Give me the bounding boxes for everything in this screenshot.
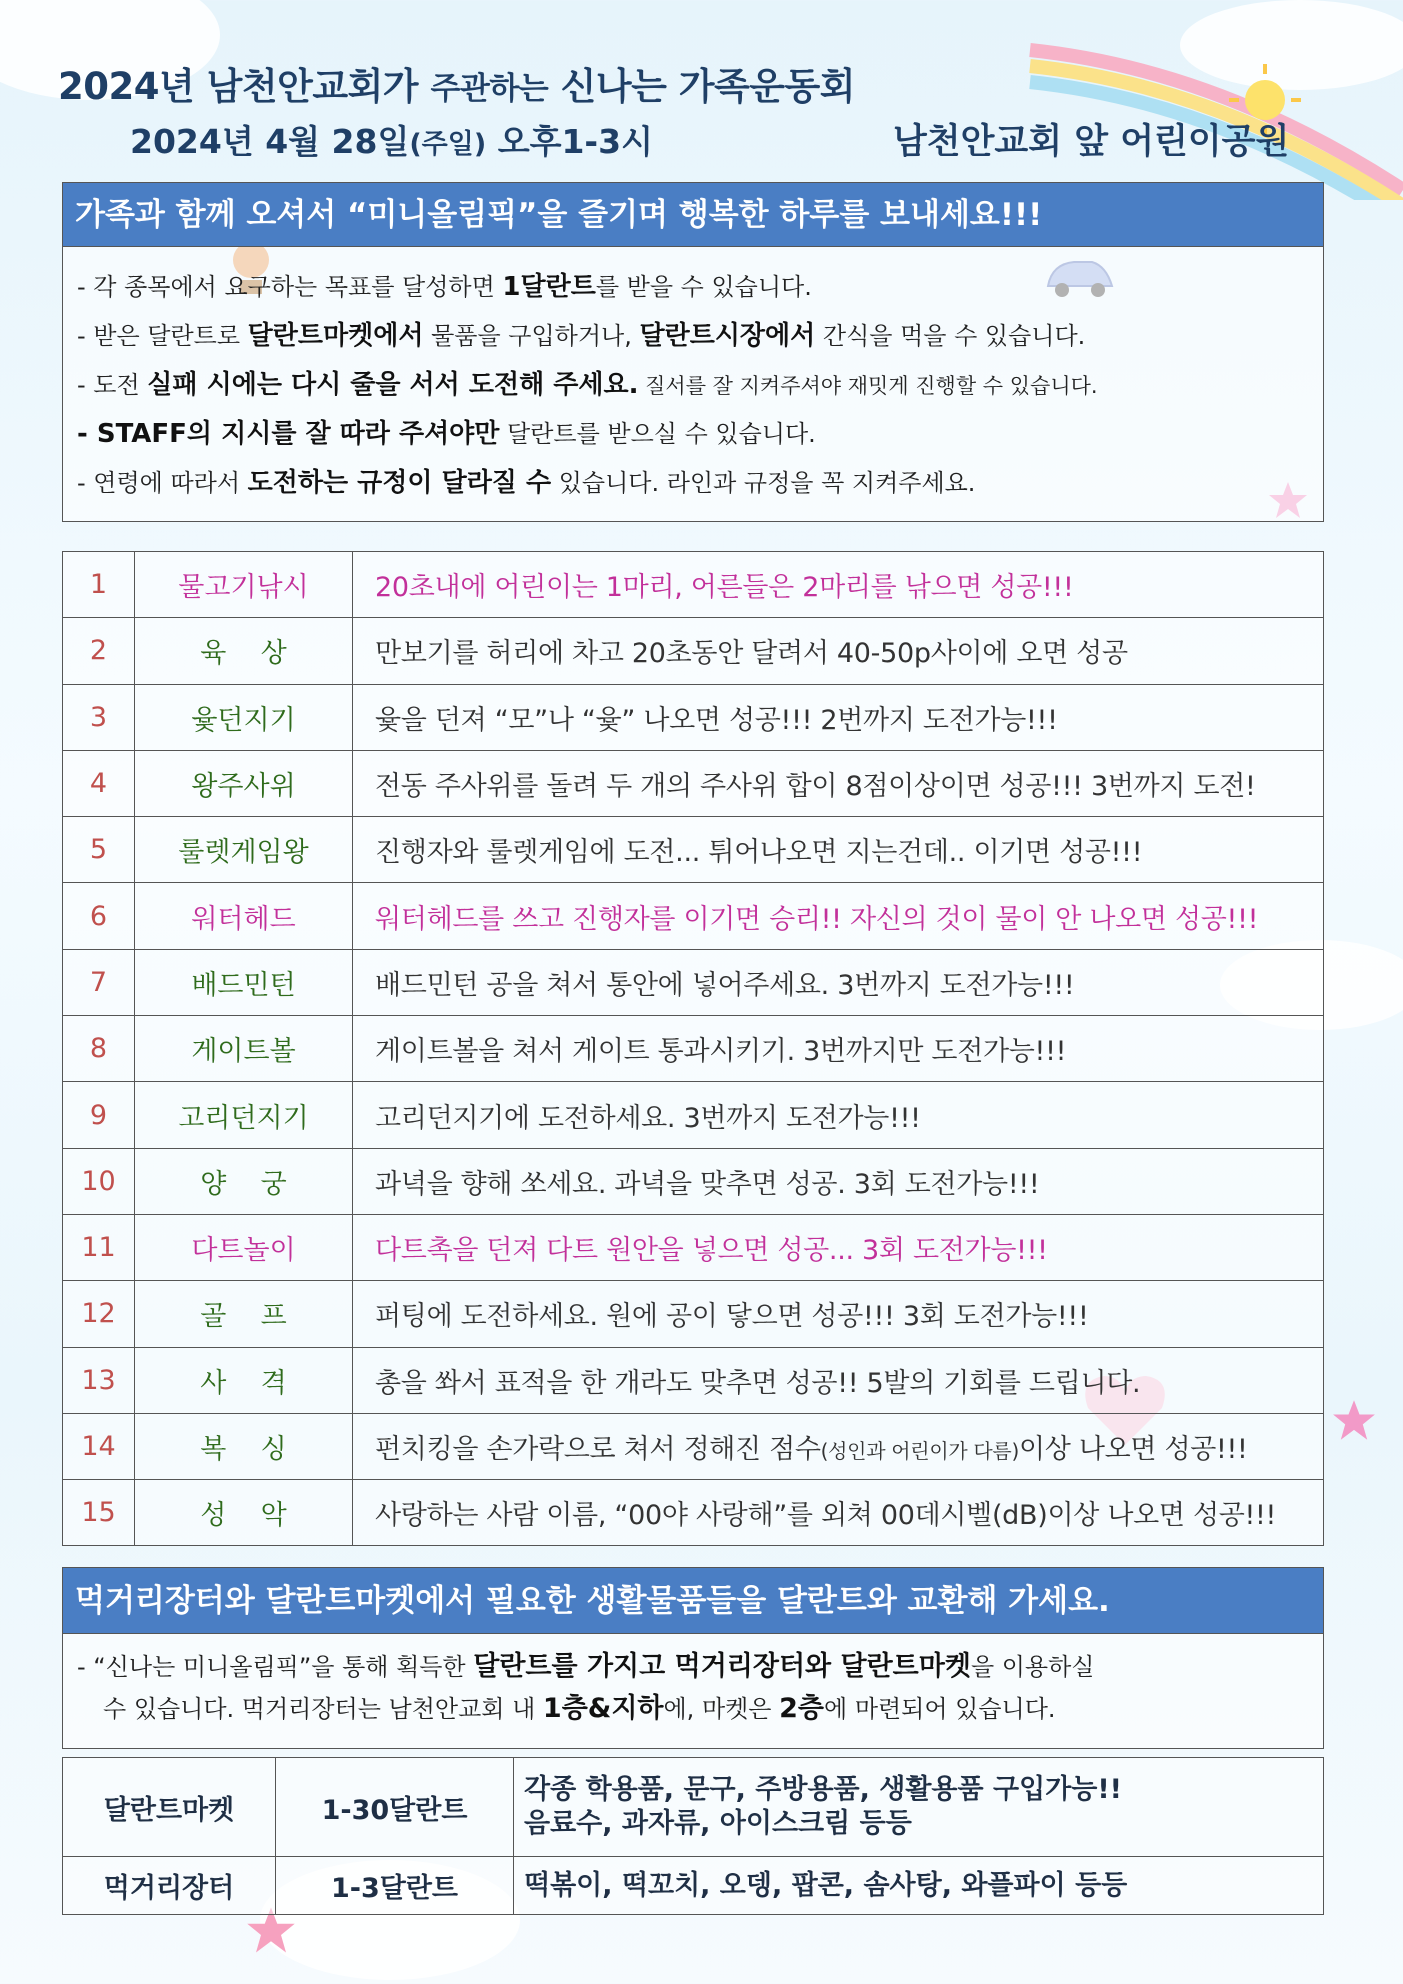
event-description: 과녁을 향해 쏘세요. 과녁을 맞추면 성공. 3회 도전가능!!! — [353, 1148, 1324, 1214]
page-title: 2024년 남천안교회가 주관하는 신나는 가족운동회 — [58, 65, 855, 108]
market-desc: 떡볶이, 떡꼬치, 오뎅, 팝콘, 솜사탕, 와플파이 등등 — [514, 1857, 1324, 1915]
event-name: 고리던지기 — [135, 1082, 353, 1148]
event-name: 워터헤드 — [135, 883, 353, 949]
table-row — [63, 1480, 1324, 1546]
event-name: 왕주사위 — [135, 750, 353, 816]
event-description: 진행자와 룰렛게임에 도전... 튀어나오면 지는건데.. 이기면 성공!!! — [353, 817, 1324, 883]
rule-item: - STAFF의 지시를 잘 따라 주셔야만 달란트를 받으실 수 있습니다. — [77, 419, 816, 449]
event-date: 2024년 4월 28일(주일) 오후1-3시 — [130, 122, 653, 161]
rule-item: - 받은 달란트로 달란트마켓에서 물품을 구입하거나, 달란트시장에서 간식을 먹을 수 있습니다. — [77, 321, 1086, 351]
table-row — [63, 1281, 1324, 1347]
table-row — [63, 1148, 1324, 1214]
intro-heading: 가족과 함께 오셔서 “미니올림픽”을 즐기며 행복한 하루를 보내세요!!! — [63, 183, 1323, 247]
table-row — [63, 1413, 1324, 1479]
market-notice: - “신나는 미니올림픽”을 통해 획득한 달란트를 가지고 먹거리장터와 달란트마켓을 이용하실 수 있습니다. 먹거리장터는 남천안교회 내 1층&지하에, 마켓은 2층에 마련되어 있습니다. — [77, 1651, 1095, 1724]
table-row — [63, 883, 1324, 949]
market-notice-box — [62, 1567, 1324, 1749]
table-row — [63, 1016, 1324, 1082]
event-description: 퍼팅에 도전하세요. 원에 공이 닿으면 성공!!! 3회 도전가능!!! — [353, 1281, 1324, 1347]
table-row — [63, 1347, 1324, 1413]
event-name: 물고기낚시 — [135, 552, 353, 618]
rule-item: - 도전 실패 시에는 다시 줄을 서서 도전해 주세요. 질서를 잘 지켜주셔야 재밋게 진행할 수 있습니다. — [77, 370, 1098, 400]
event-venue: 남천안교회 앞 어린이공원 — [893, 122, 1290, 162]
event-number: 13 — [63, 1347, 135, 1413]
intro-box — [62, 182, 1324, 522]
event-description: 고리던지기에 도전하세요. 3번까지 도전가능!!! — [353, 1082, 1324, 1148]
event-number: 9 — [63, 1082, 135, 1148]
table-row — [63, 618, 1324, 684]
event-number: 2 — [63, 618, 135, 684]
rule-item: - 연령에 따라서 도전하는 규정이 달라질 수 있습니다. 라인과 규정을 꼭 지켜주세요. — [77, 468, 976, 498]
event-name: 윷던지기 — [135, 684, 353, 750]
event-name: 성 악 — [135, 1480, 353, 1546]
event-name: 다트놀이 — [135, 1214, 353, 1280]
page-header — [58, 48, 1348, 168]
event-name: 복 싱 — [135, 1413, 353, 1479]
event-description: 사랑하는 사람 이름, “00야 사랑해”를 외쳐 00데시벨(dB)이상 나오면 성공!!! — [353, 1480, 1324, 1546]
table-row — [63, 1082, 1324, 1148]
event-description: 다트촉을 던져 다트 원안을 넣으면 성공... 3회 도전가능!!! — [353, 1214, 1324, 1280]
event-name: 육 상 — [135, 618, 353, 684]
market-heading: 먹거리장터와 달란트마켓에서 필요한 생활물품들을 달란트와 교환해 가세요. — [63, 1568, 1323, 1634]
table-row — [63, 949, 1324, 1015]
table-row — [63, 552, 1324, 618]
event-description: 워터헤드를 쓰고 진행자를 이기면 승리!! 자신의 것이 물이 안 나오면 성공!!! — [353, 883, 1324, 949]
event-number: 6 — [63, 883, 135, 949]
table-row — [63, 1214, 1324, 1280]
table-row — [63, 1758, 1324, 1857]
market-table — [62, 1757, 1324, 1915]
event-number: 4 — [63, 750, 135, 816]
event-name: 사 격 — [135, 1347, 353, 1413]
event-description: 전동 주사위를 돌려 두 개의 주사위 합이 8점이상이면 성공!!! 3번까지 도전! — [353, 750, 1324, 816]
event-number: 7 — [63, 949, 135, 1015]
event-name: 게이트볼 — [135, 1016, 353, 1082]
event-description: 총을 쏴서 표적을 한 개라도 맞추면 성공!! 5발의 기회를 드립니다. — [353, 1347, 1324, 1413]
table-row — [63, 1857, 1324, 1915]
market-price: 1-3달란트 — [276, 1857, 514, 1915]
event-description: 배드민턴 공을 쳐서 통안에 넣어주세요. 3번까지 도전가능!!! — [353, 949, 1324, 1015]
event-number: 5 — [63, 817, 135, 883]
event-number: 3 — [63, 684, 135, 750]
event-description: 20초내에 어린이는 1마리, 어른들은 2마리를 낚으면 성공!!! — [353, 552, 1324, 618]
event-description: 게이트볼을 쳐서 게이트 통과시키기. 3번까지만 도전가능!!! — [353, 1016, 1324, 1082]
market-price: 1-30달란트 — [276, 1758, 514, 1857]
event-description: 만보기를 허리에 차고 20초동안 달려서 40-50p사이에 오면 성공 — [353, 618, 1324, 684]
event-name: 골 프 — [135, 1281, 353, 1347]
event-number: 10 — [63, 1148, 135, 1214]
events-table — [62, 551, 1324, 1546]
event-description: 윷을 던져 “모”나 “윷” 나오면 성공!!! 2번까지 도전가능!!! — [353, 684, 1324, 750]
table-row — [63, 684, 1324, 750]
event-number: 12 — [63, 1281, 135, 1347]
market-name: 달란트마켓 — [63, 1758, 276, 1857]
table-row — [63, 750, 1324, 816]
event-number: 1 — [63, 552, 135, 618]
event-number: 14 — [63, 1413, 135, 1479]
event-name: 룰렛게임왕 — [135, 817, 353, 883]
market-desc: 각종 학용품, 문구, 주방용품, 생활용품 구입가능!! 음료수, 과자류, 아이스크림 등등 — [514, 1758, 1324, 1857]
event-number: 15 — [63, 1480, 135, 1546]
rule-item: - 각 종목에서 요구하는 목표를 달성하면 1달란트를 받을 수 있습니다. — [77, 272, 812, 302]
event-number: 11 — [63, 1214, 135, 1280]
event-name: 배드민턴 — [135, 949, 353, 1015]
star-icon — [1332, 1398, 1376, 1442]
table-row — [63, 817, 1324, 883]
rules-list — [63, 247, 1323, 508]
event-name: 양 궁 — [135, 1148, 353, 1214]
event-description: 펀치킹을 손가락으로 쳐서 정해진 점수(성인과 어린이가 다름)이상 나오면 성공!!! — [353, 1413, 1324, 1479]
market-name: 먹거리장터 — [63, 1857, 276, 1915]
event-number: 8 — [63, 1016, 135, 1082]
